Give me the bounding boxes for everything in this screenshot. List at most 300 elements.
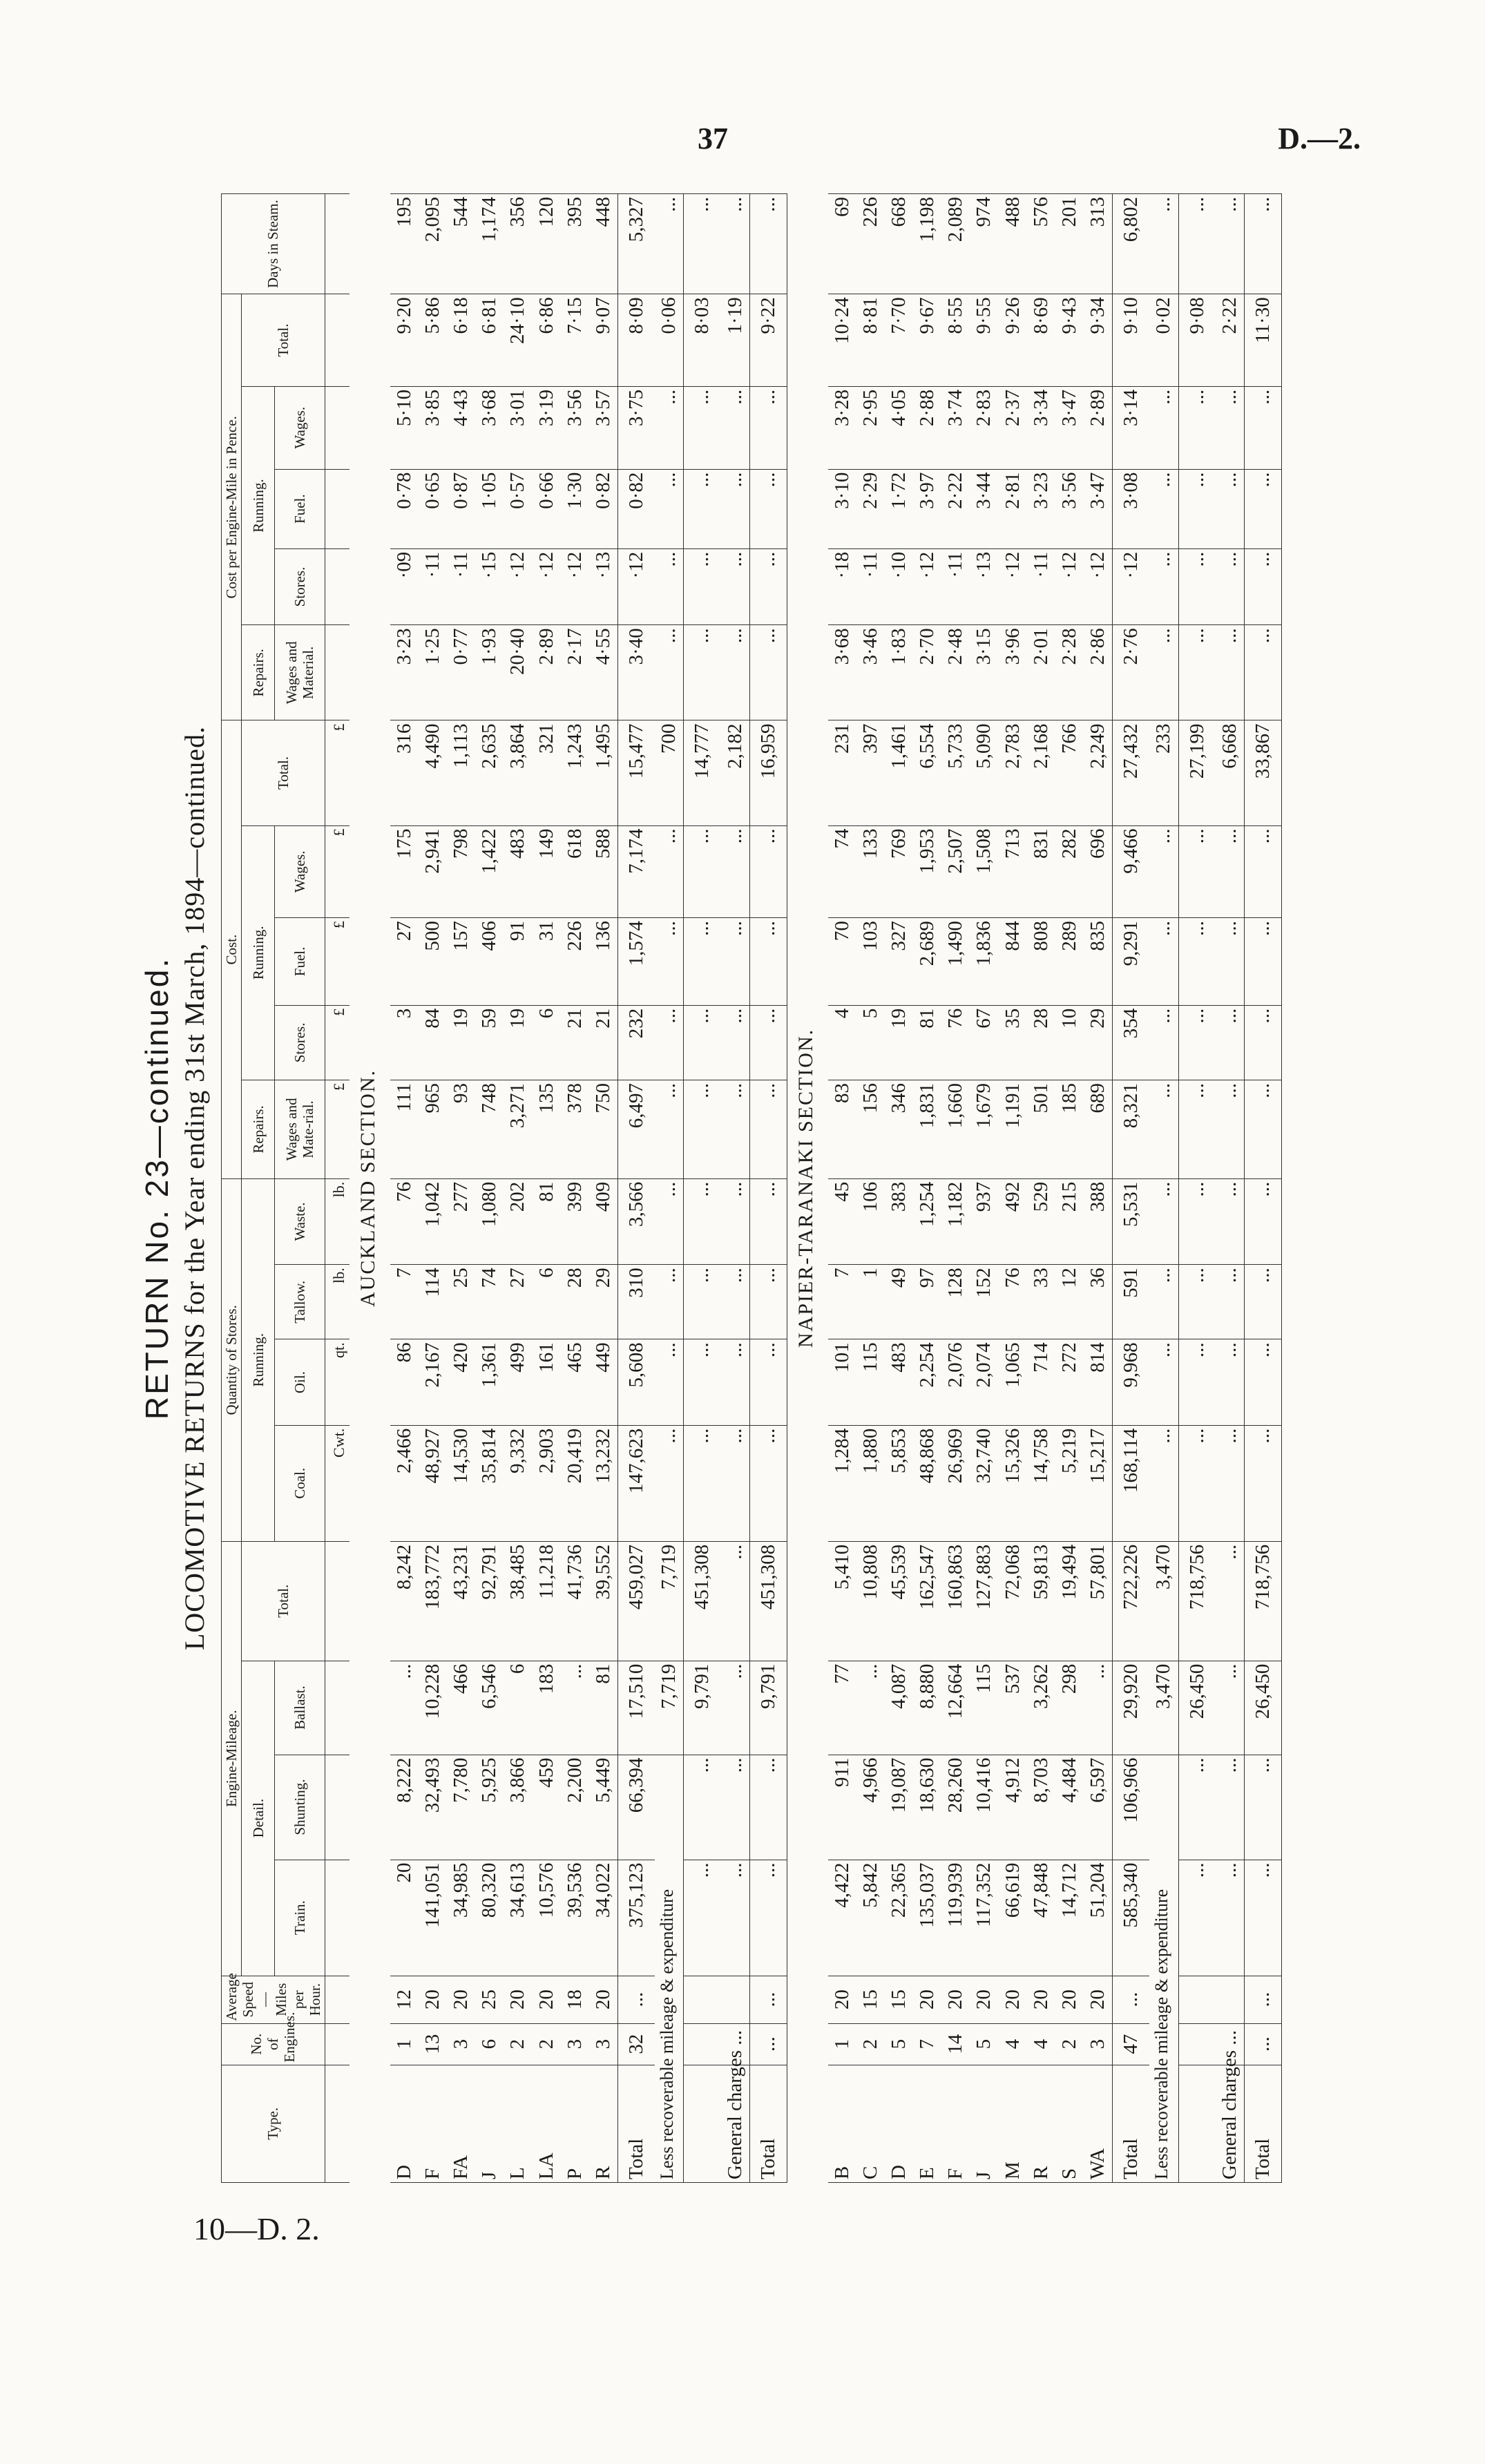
cell: ...	[684, 625, 721, 720]
cell: ...	[655, 1265, 684, 1339]
cell: FA	[447, 2065, 475, 2182]
cell: 1,422	[475, 825, 504, 918]
cell: 69	[828, 194, 856, 294]
cell: 8,222	[390, 1755, 419, 1860]
cell: 35	[999, 1005, 1027, 1080]
cell: 11·30	[1244, 294, 1281, 387]
cell: 31	[533, 918, 561, 1006]
cell: 48,868	[913, 1425, 941, 1541]
cell: ...	[1216, 825, 1245, 918]
engine-type-row	[885, 194, 913, 2183]
cell: 149	[533, 825, 561, 918]
col-cost-wages-material: Wages and Mate-rial.	[275, 1080, 325, 1179]
cell: 20	[419, 1976, 447, 2023]
cell: 67	[970, 1005, 998, 1080]
cell: 16,959	[749, 720, 787, 825]
cell: 117,352	[970, 1860, 998, 1976]
cell: 14,758	[1027, 1425, 1055, 1541]
cell: 1·93	[475, 625, 504, 720]
cell: ...	[749, 548, 787, 625]
cell: 1,836	[970, 918, 998, 1006]
cell: 14,530	[447, 1425, 475, 1541]
cell: 668	[885, 194, 913, 294]
group-cost-per-mile: Cost per Engine-Mile in Pence.	[222, 294, 242, 720]
cell: 27	[390, 918, 419, 1006]
cell: Total	[1113, 2065, 1150, 2182]
cell: 20	[447, 1976, 475, 2023]
cell: ...	[1178, 1755, 1216, 1860]
cell: 451,308	[684, 1541, 721, 1661]
col-ballast: Ballast.	[275, 1661, 325, 1755]
cell: 4	[999, 2023, 1027, 2065]
cell: 161	[533, 1339, 561, 1425]
cell: 1·25	[419, 625, 447, 720]
cell: 14,777	[684, 720, 721, 825]
cell: 492	[999, 1178, 1027, 1264]
cell: Total	[1244, 2065, 1281, 2182]
cell: 6,802	[1113, 194, 1150, 294]
cell: 76	[390, 1178, 419, 1264]
cell: 34,613	[504, 1860, 532, 1976]
cell: 766	[1055, 720, 1084, 825]
cell: 501	[1027, 1080, 1055, 1179]
cell: ...	[1216, 469, 1245, 548]
cell: 354	[1113, 1005, 1150, 1080]
cell: qt.	[325, 1339, 349, 1425]
cell: ·10	[885, 548, 913, 625]
cell: ...	[721, 825, 750, 918]
cell: 4	[828, 1005, 856, 1080]
cell: 8·55	[941, 294, 970, 387]
cell: ...	[1244, 825, 1281, 918]
cell: ...	[1244, 1755, 1281, 1860]
cell	[1178, 1976, 1216, 2023]
cell: ·12	[561, 548, 589, 625]
cell: 6,554	[913, 720, 941, 825]
col-pence-wages: Wages.	[275, 386, 325, 469]
cell: £	[325, 720, 349, 825]
cell: 6,597	[1084, 1755, 1113, 1860]
cell: 3·47	[1055, 386, 1084, 469]
cell: 356	[504, 194, 532, 294]
cell: ...	[390, 1661, 419, 1755]
col-mileage-total: Total.	[242, 1541, 325, 1661]
cell: 2,168	[1027, 720, 1055, 825]
col-coal: Coal.	[275, 1425, 325, 1541]
cell: ...	[1216, 1860, 1245, 1976]
cell: ...	[1149, 1005, 1178, 1080]
cell: 3·97	[913, 469, 941, 548]
cell: 0·57	[504, 469, 532, 548]
cell: 2·22	[941, 469, 970, 548]
cell: 748	[475, 1080, 504, 1179]
cell: 74	[828, 825, 856, 918]
cell: 0·02	[1149, 294, 1178, 387]
cell: 28,260	[941, 1755, 970, 1860]
cell: 0·77	[447, 625, 475, 720]
engine-type-row	[1027, 194, 1055, 2183]
cell	[325, 1976, 349, 2023]
cell: 383	[885, 1178, 913, 1264]
cell: 28	[1027, 1005, 1055, 1080]
cell: 20,419	[561, 1425, 589, 1541]
cell: 5	[885, 2023, 913, 2065]
cell: 2·86	[1084, 625, 1113, 720]
cell: 19	[447, 1005, 475, 1080]
cell: ...	[684, 194, 721, 294]
cell: ...	[721, 1541, 750, 1661]
cell: ...	[1178, 548, 1216, 625]
cell: ·11	[447, 548, 475, 625]
cell: 588	[589, 825, 618, 918]
cell: ...	[1149, 918, 1178, 1006]
cell: 81	[533, 1178, 561, 1264]
cell: ...	[1178, 1178, 1216, 1264]
cell: ...	[655, 1425, 684, 1541]
cell: 19	[504, 1005, 532, 1080]
cell: ...	[1216, 194, 1245, 294]
cell: ·12	[504, 548, 532, 625]
cell: ...	[721, 1425, 750, 1541]
cell: 6	[475, 2023, 504, 2065]
cell: 9,466	[1113, 825, 1150, 918]
cell: 12	[1055, 1265, 1084, 1339]
cell: ...	[1244, 469, 1281, 548]
cell: 15,326	[999, 1425, 1027, 1541]
cell: 388	[1084, 1178, 1113, 1264]
cell: ...	[1216, 625, 1245, 720]
cell: 2,635	[475, 720, 504, 825]
cell: R	[1027, 2065, 1055, 2182]
engine-type-row	[561, 194, 589, 2183]
cell: 3·44	[970, 469, 998, 548]
cell: ...	[655, 194, 684, 294]
cell: 2·17	[561, 625, 589, 720]
cell: ...	[1178, 469, 1216, 548]
cell: 5,531	[1113, 1178, 1150, 1264]
cell: 20	[533, 1976, 561, 2023]
cell: 49	[885, 1265, 913, 1339]
cell: ·18	[828, 548, 856, 625]
cell: 2	[856, 2023, 885, 2065]
cell: ·13	[970, 548, 998, 625]
cell: 378	[561, 1080, 589, 1179]
cell: 537	[999, 1661, 1027, 1755]
cell: 5,925	[475, 1755, 504, 1860]
cell	[1216, 1976, 1245, 2023]
cell: 9·22	[749, 294, 787, 387]
cell: 29	[1084, 1005, 1113, 1080]
cell: ...	[655, 825, 684, 918]
cell: 529	[1027, 1178, 1055, 1264]
cell: 115	[970, 1661, 998, 1755]
engine-type-row	[504, 194, 532, 2183]
cell: 1,361	[475, 1339, 504, 1425]
cell: ...	[749, 1265, 787, 1339]
cell: 91	[504, 918, 532, 1006]
locomotive-returns-table	[221, 193, 1282, 2183]
cell: 1,080	[475, 1178, 504, 1264]
cell: ...	[1178, 1005, 1216, 1080]
cell: 83	[828, 1080, 856, 1179]
cell: 3·14	[1113, 386, 1150, 469]
cell: ...	[1178, 1080, 1216, 1179]
cell: 1,191	[999, 1080, 1027, 1179]
cell: 10,228	[419, 1661, 447, 1755]
cell: 8,242	[390, 1541, 419, 1661]
cell: ...	[1244, 194, 1281, 294]
cell	[325, 1755, 349, 1860]
cell: ...	[684, 1755, 721, 1860]
cell: ...	[684, 825, 721, 918]
cell: 7	[913, 2023, 941, 2065]
cell: 5	[856, 1005, 885, 1080]
cell: 21	[561, 1005, 589, 1080]
cell: B	[828, 2065, 856, 2182]
cell: 2·29	[856, 469, 885, 548]
cell: 43,231	[447, 1541, 475, 1661]
cell: 6·18	[447, 294, 475, 387]
cell: 3,470	[1149, 1661, 1178, 1755]
cell: ...	[1178, 918, 1216, 1006]
cell: 32	[618, 2023, 655, 2065]
cell: 7	[828, 1265, 856, 1339]
cell: 4,966	[856, 1755, 885, 1860]
cell: 700	[655, 720, 684, 825]
cell: 1	[856, 1265, 885, 1339]
cell: 5,842	[856, 1860, 885, 1976]
cell: 10,576	[533, 1860, 561, 1976]
cell: 4·43	[447, 386, 475, 469]
cell: 103	[856, 918, 885, 1006]
total-row	[618, 194, 655, 2183]
cell: 81	[913, 1005, 941, 1080]
cell: 0·87	[447, 469, 475, 548]
cell: 35,814	[475, 1425, 504, 1541]
cell: 1,198	[913, 194, 941, 294]
cell: 1·72	[885, 469, 913, 548]
cell: 2·88	[913, 386, 941, 469]
cell: ...	[655, 469, 684, 548]
cell: ...	[721, 1339, 750, 1425]
subgroup-cost-repairs: Repairs.	[242, 1080, 275, 1179]
cell: ...	[1244, 1080, 1281, 1179]
cell: 8,880	[913, 1661, 941, 1755]
engine-type-row	[970, 194, 998, 2183]
cell: 2,089	[941, 194, 970, 294]
cell: ...	[655, 386, 684, 469]
cell: 232	[618, 1005, 655, 1080]
col-oil: Oil.	[275, 1339, 325, 1425]
cell: ...	[749, 1425, 787, 1541]
cell: 20	[941, 1976, 970, 2023]
cell: General charges ...	[721, 2065, 750, 2182]
cell: 483	[504, 825, 532, 918]
cell: ·12	[999, 548, 1027, 625]
cell: lb.	[325, 1265, 349, 1339]
engine-type-row	[447, 194, 475, 2183]
cell: 576	[1027, 194, 1055, 294]
cell: 10·24	[828, 294, 856, 387]
cell: 272	[1055, 1339, 1084, 1425]
cell: 13	[419, 2023, 447, 2065]
cell: 375,123	[618, 1860, 655, 1976]
cell: 7,719	[655, 1661, 684, 1755]
cell: 20	[913, 1976, 941, 2023]
cell: 136	[589, 918, 618, 1006]
cell: 20	[504, 1976, 532, 2023]
subgroup-stores-running: Running.	[242, 1178, 275, 1541]
grand-total-row	[749, 194, 787, 2183]
cell	[325, 2023, 349, 2065]
units-row	[325, 194, 349, 2183]
cell: 14,712	[1055, 1860, 1084, 1976]
cell: 395	[561, 194, 589, 294]
cell: ...	[655, 1178, 684, 1264]
cell: 6,546	[475, 1661, 504, 1755]
cell: D	[390, 2065, 419, 2182]
cell: 3·19	[533, 386, 561, 469]
cell: 66,619	[999, 1860, 1027, 1976]
cell: 1,574	[618, 918, 655, 1006]
cell: 135	[533, 1080, 561, 1179]
cell: ...	[749, 918, 787, 1006]
cell: S	[1055, 2065, 1084, 2182]
col-days-steam: Days in Steam.	[222, 194, 325, 294]
cell: 2,507	[941, 825, 970, 918]
cell: 19,087	[885, 1755, 913, 1860]
cell: 9,791	[684, 1661, 721, 1755]
cell: 3·85	[419, 386, 447, 469]
section-heading-row	[787, 194, 827, 2183]
cell: ·12	[1113, 548, 1150, 625]
cell: ...	[1216, 548, 1245, 625]
cell: P	[561, 2065, 589, 2182]
engine-type-row	[1084, 194, 1113, 2183]
cell: 1·05	[475, 469, 504, 548]
cell: 4·55	[589, 625, 618, 720]
cell: 185	[1055, 1080, 1084, 1179]
cell: 6	[533, 1265, 561, 1339]
cell: 591	[1113, 1265, 1150, 1339]
cell: 2,076	[941, 1339, 970, 1425]
cell: 327	[885, 918, 913, 1006]
cell: 8,703	[1027, 1755, 1055, 1860]
cell: 4	[1027, 2023, 1055, 2065]
cell: £	[325, 1080, 349, 1179]
cell: ...	[684, 1339, 721, 1425]
col-waste: Waste.	[275, 1178, 325, 1264]
cell: ...	[749, 825, 787, 918]
cell: 39,552	[589, 1541, 618, 1661]
cell: ...	[1149, 1339, 1178, 1425]
cell: 76	[999, 1265, 1027, 1339]
cell: 141,051	[419, 1860, 447, 1976]
cell: ...	[684, 548, 721, 625]
col-cost-wages: Wages.	[275, 825, 325, 918]
cell: ...	[1149, 1425, 1178, 1541]
engine-type-row	[828, 194, 856, 2183]
cell: ...	[1244, 1005, 1281, 1080]
cell: 20	[390, 1860, 419, 1976]
cell: 618	[561, 825, 589, 918]
cell: 449	[589, 1339, 618, 1425]
cell: 7·70	[885, 294, 913, 387]
cell: 2,095	[419, 194, 447, 294]
cell: 92,791	[475, 1541, 504, 1661]
cell: 160,863	[941, 1541, 970, 1661]
cell: 814	[1084, 1339, 1113, 1425]
cell: 9·55	[970, 294, 998, 387]
cell: ...	[684, 1265, 721, 1339]
general-charges-row	[1216, 194, 1245, 2183]
net-row	[684, 194, 721, 2183]
cell: 4,087	[885, 1661, 913, 1755]
cell: 937	[970, 1178, 998, 1264]
cell	[325, 1541, 349, 1661]
cell: 7,780	[447, 1755, 475, 1860]
engine-type-row	[390, 194, 419, 2183]
cell: 399	[561, 1178, 589, 1264]
cell: 33,867	[1244, 720, 1281, 825]
cell: 750	[589, 1080, 618, 1179]
cell: 321	[533, 720, 561, 825]
engine-type-row	[999, 194, 1027, 2183]
cell: ...	[1149, 1265, 1178, 1339]
cell: 26,450	[1244, 1661, 1281, 1755]
cell: ...	[749, 625, 787, 720]
cell: 20	[999, 1976, 1027, 2023]
cell: ...	[749, 1755, 787, 1860]
cell: ...	[749, 386, 787, 469]
cell: 59	[475, 1005, 504, 1080]
cell: 1,679	[970, 1080, 998, 1179]
col-cost-stores: Stores.	[275, 1005, 325, 1080]
cell: 2·81	[999, 469, 1027, 548]
cell: 20·40	[504, 625, 532, 720]
cell: ...	[684, 1080, 721, 1179]
cell: 3,470	[1149, 1541, 1178, 1661]
cell: ...	[721, 625, 750, 720]
cell: 9·34	[1084, 294, 1113, 387]
cell: 48,927	[419, 1425, 447, 1541]
cell: 2·89	[1084, 386, 1113, 469]
cell: M	[999, 2065, 1027, 2182]
cell: 1,660	[941, 1080, 970, 1179]
cell: 2,254	[913, 1339, 941, 1425]
cell: 38,485	[504, 1541, 532, 1661]
cell: 7,719	[655, 1541, 684, 1661]
col-shunting: Shunting.	[275, 1755, 325, 1860]
cell: 1,182	[941, 1178, 970, 1264]
cell	[325, 194, 349, 294]
cell: ...	[561, 1661, 589, 1755]
col-pence-wages-material: Wages and Material.	[275, 625, 325, 720]
cell: J	[475, 2065, 504, 2182]
cell: ...	[1178, 825, 1216, 918]
cell: 7	[390, 1265, 419, 1339]
cell: 3·96	[999, 625, 1027, 720]
cell: 20	[1055, 1976, 1084, 2023]
cell: 5,090	[970, 720, 998, 825]
cell: 0·06	[655, 294, 684, 387]
cell: F	[419, 2065, 447, 2182]
cell: Less recoverable mileage & expenditure	[1149, 1755, 1178, 2182]
cell: 2,903	[533, 1425, 561, 1541]
cell: ...	[1178, 194, 1216, 294]
cell: F	[941, 2065, 970, 2182]
cell: 3,866	[504, 1755, 532, 1860]
